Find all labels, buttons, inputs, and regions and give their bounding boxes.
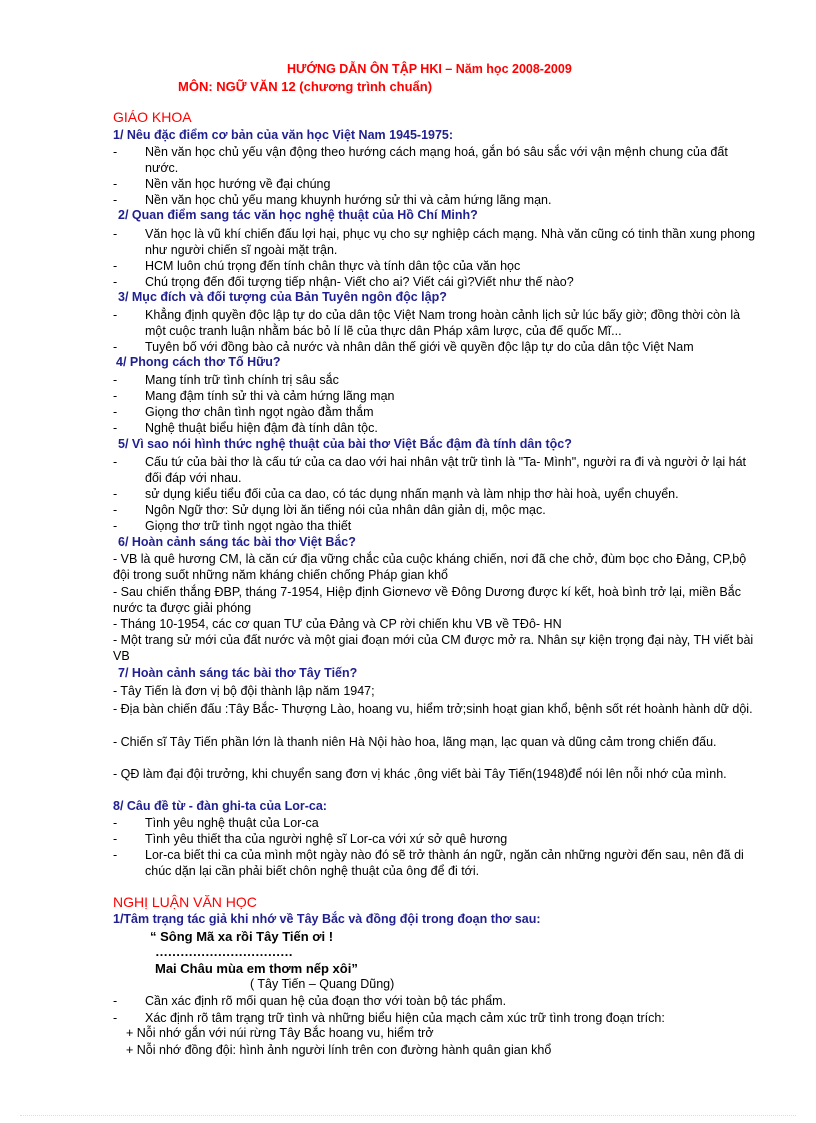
paragraph: - QĐ làm đại đội trưởng, khi chuyển sang đơn vị khác ,ông viết bài Tây Tiến(1948)để nói lên nỗi nhớ của mình. — [113, 767, 727, 781]
document-title: HƯỚNG DẪN ÔN TẬP HKI – Năm học 2008-2009 — [287, 62, 572, 76]
subject-title: MÔN: NGỮ VĂN 12 (chương trình chuẩn) — [178, 79, 433, 94]
list-item — [113, 486, 763, 502]
page-bottom-border — [20, 1115, 796, 1116]
bullet-dash: - — [113, 373, 118, 387]
paragraph: - VB là quê hương CM, là căn cứ địa vững chắc của cuộc kháng chiến, nơi đã che chở, đùm bọc cho Đảng, CP,bộ đội trong suốt những năm kháng chiến chống Pháp gian khổ — [113, 552, 747, 582]
bullet-dash: - — [113, 177, 118, 191]
section-heading-giao-khoa: GIÁO KHOA — [113, 109, 192, 125]
list-item — [113, 831, 763, 847]
list-item — [113, 502, 763, 518]
nghi-luan-question-1-title: 1/Tâm trạng tác giả khi nhớ về Tây Bắc và đồng đội trong đoạn thơ sau: — [113, 912, 541, 926]
list-item — [113, 226, 763, 258]
list-item — [113, 404, 763, 420]
poem-line-1: “ Sông Mã xa rồi Tây Tiến ơi ! — [150, 929, 334, 944]
bullet-dash: - — [113, 994, 118, 1008]
sub-list-item: + Nỗi nhớ đồng đội: hình ảnh người lính trên con đường hành quân gian khổ — [126, 1043, 552, 1057]
bullet-dash: - — [113, 848, 118, 862]
question-8-title: 8/ Câu đề từ - đàn ghi-ta của Lor-ca: — [113, 799, 327, 813]
bullet-dash: - — [113, 340, 118, 354]
list-item-text: Giọng thơ chân tình ngọt ngào đằm thắm — [145, 405, 374, 419]
list-item-text: Nền văn học hướng về đại chúng — [145, 177, 331, 191]
poem-line-2: Mai Châu mùa em thơm nếp xôi” — [155, 961, 358, 976]
list-item-text: Tuyên bố với đồng bào cả nước và nhân dân thế giới về quyền độc lập tự do của dân tộc Việt Nam — [145, 340, 694, 354]
list-item-text: HCM luôn chú trọng đến tính chân thực và tính dân tộc của văn học — [145, 259, 521, 273]
list-item-text: Nền văn học chủ yếu vận động theo hướng cách mạng hoá, gắn bó sâu sắc với vận mệnh chung của đất nước. — [145, 145, 728, 175]
poem-ellipsis: …………………………… — [155, 944, 293, 959]
list-item — [113, 388, 763, 404]
list-item-text: Lor-ca biết thi ca của mình một ngày nào đó sẽ trở thành án ngữ, ngăn cản những người đến sau, nên đã di chúc dặn lại cần phải biết chôn nghệ thuật của ông để đi tới. — [145, 848, 744, 878]
list-item — [113, 420, 763, 436]
bullet-dash: - — [113, 275, 118, 289]
list-item-text: Mang đậm tính sử thi và cảm hứng lãng mạn — [145, 389, 395, 403]
bullet-dash: - — [113, 145, 118, 159]
bullet-dash: - — [113, 405, 118, 419]
list-item — [113, 274, 763, 290]
question-3-title: 3/ Mục đích và đối tượng của Bản Tuyên ngôn độc lập? — [118, 290, 447, 304]
bullet-dash: - — [113, 832, 118, 846]
list-item-text: Nghệ thuật biểu hiện đậm đà tính dân tộc. — [145, 421, 378, 435]
question-5-title: 5/ Vì sao nói hình thức nghệ thuật của bài thơ Việt Bắc đậm đà tính dân tộc? — [118, 437, 572, 451]
bullet-dash: - — [113, 503, 118, 517]
list-item-text: Khẳng định quyền độc lập tự do của dân tộc Việt Nam trong hoàn cảnh lịch sử lúc bấy giờ; đồng thời còn là một cuộc tranh luận nhằm bác bỏ lí lẽ của thực dân Pháp xâm lược, của đế quốc Mĩ... — [145, 308, 741, 338]
bullet-dash: - — [113, 227, 118, 241]
list-item-text: sử dụng kiểu tiểu đối của ca dao, có tác dụng nhấn mạnh và làm nhịp thơ hài hoà, uyển chuyển. — [145, 487, 679, 501]
question-6-title: 6/ Hoàn cảnh sáng tác bài thơ Việt Bắc? — [118, 535, 356, 549]
question-1-title: 1/ Nêu đặc điểm cơ bản của văn học Việt Nam 1945-1975: — [113, 128, 454, 142]
section-heading-nghi-luan: NGHỊ LUẬN VĂN HỌC — [113, 894, 257, 910]
list-item-text: Cần xác định rõ mối quan hệ của đoạn thơ với toàn bộ tác phẩm. — [145, 994, 507, 1008]
bullet-dash: - — [113, 389, 118, 403]
bullet-dash: - — [113, 193, 118, 207]
bullet-dash: - — [113, 519, 118, 533]
list-item-text: Tình yêu nghệ thuật của Lor-ca — [145, 816, 319, 830]
list-item-text: Văn học là vũ khí chiến đấu lợi hại, phục vụ cho sự nghiệp cách mạng. Nhà văn cũng có tinh thần xung phong như người chiến sĩ ngoài mặt trận. — [145, 227, 756, 257]
paragraph: - Tháng 10-1954, các cơ quan TƯ của Đảng và CP rời chiến khu VB về TĐô- HN — [113, 617, 562, 631]
question-2-title: 2/ Quan điểm sang tác văn học nghệ thuật của Hồ Chí Minh? — [118, 208, 478, 222]
bullet-dash: - — [113, 308, 118, 322]
list-item-text: Tình yêu thiết tha của người nghệ sĩ Lor-ca với xứ sở quê hương — [145, 832, 508, 846]
paragraph: - Địa bàn chiến đấu :Tây Bắc- Thượng Lào, hoang vu, hiểm trở;sinh hoạt gian khổ, bệnh sốt rét hoành hành dữ dội. — [113, 702, 753, 716]
list-item-text: Chú trọng đến đối tượng tiếp nhận- Viết cho ai? Viết cái gì?Viết như thế nào? — [145, 275, 574, 289]
list-item — [113, 454, 763, 486]
poem-source: ( Tây Tiến – Quang Dũng) — [250, 977, 395, 991]
list-item-text: Giọng thơ trữ tình ngọt ngào tha thiết — [145, 519, 352, 533]
list-item-text: Cấu tứ của bài thơ là cấu tứ của ca dao với hai nhân vật trữ tình là "Ta- Mình", người ra đi và người ở lại hát đối đáp với nhau. — [145, 455, 747, 485]
paragraph: - Sau chiến thắng ĐBP, tháng 7-1954, Hiệp định Giơnevơ về Đông Dương được kí kết, hoà bình trở lại, miền Bắc nước ta được giải phóng — [113, 585, 741, 615]
list-item — [113, 993, 763, 1009]
list-item — [113, 339, 763, 355]
list-item — [113, 192, 763, 208]
list-item-text: Nền văn học chủ yếu mang khuynh hướng sử thi và cảm hứng lãng mạn. — [145, 193, 552, 207]
list-item — [113, 258, 763, 274]
list-item-text: Mang tính trữ tình chính trị sâu sắc — [145, 373, 339, 387]
question-4-title: 4/ Phong cách thơ Tố Hữu? — [116, 355, 281, 369]
list-item — [113, 372, 763, 388]
bullet-dash: - — [113, 421, 118, 435]
list-item — [113, 847, 763, 879]
paragraph: - Một trang sử mới của đất nước và một giai đoạn mới của CM được mở ra. Nhân sự kiện trọng đại này, TH viết bài VB — [113, 633, 754, 663]
list-item — [113, 144, 763, 176]
list-item — [113, 815, 763, 831]
question-7-title: 7/ Hoàn cảnh sáng tác bài thơ Tây Tiến? — [118, 666, 358, 680]
bullet-dash: - — [113, 259, 118, 273]
paragraph: - Tây Tiến là đơn vị bộ đội thành lập năm 1947; — [113, 684, 375, 698]
list-item — [113, 1010, 763, 1026]
bullet-dash: - — [113, 816, 118, 830]
list-item-text: Ngôn Ngữ thơ: Sử dụng lời ăn tiếng nói của nhân dân giản dị, mộc mạc. — [145, 503, 546, 517]
bullet-dash: - — [113, 1011, 118, 1025]
bullet-dash: - — [113, 487, 118, 501]
sub-list-item: + Nỗi nhớ gắn với núi rừng Tây Bắc hoang vu, hiểm trở — [126, 1026, 434, 1040]
list-item — [113, 518, 763, 534]
list-item-text: Xác định rõ tâm trạng trữ tình và những biểu hiện của mạch cảm xúc trữ tình trong đoạn trích: — [145, 1011, 665, 1025]
bullet-dash: - — [113, 455, 118, 469]
paragraph: - Chiến sĩ Tây Tiến phần lớn là thanh niên Hà Nội hào hoa, lãng mạn, lạc quan và dũng cảm trong chiến đấu. — [113, 735, 717, 749]
list-item — [113, 176, 763, 192]
list-item — [113, 307, 763, 339]
